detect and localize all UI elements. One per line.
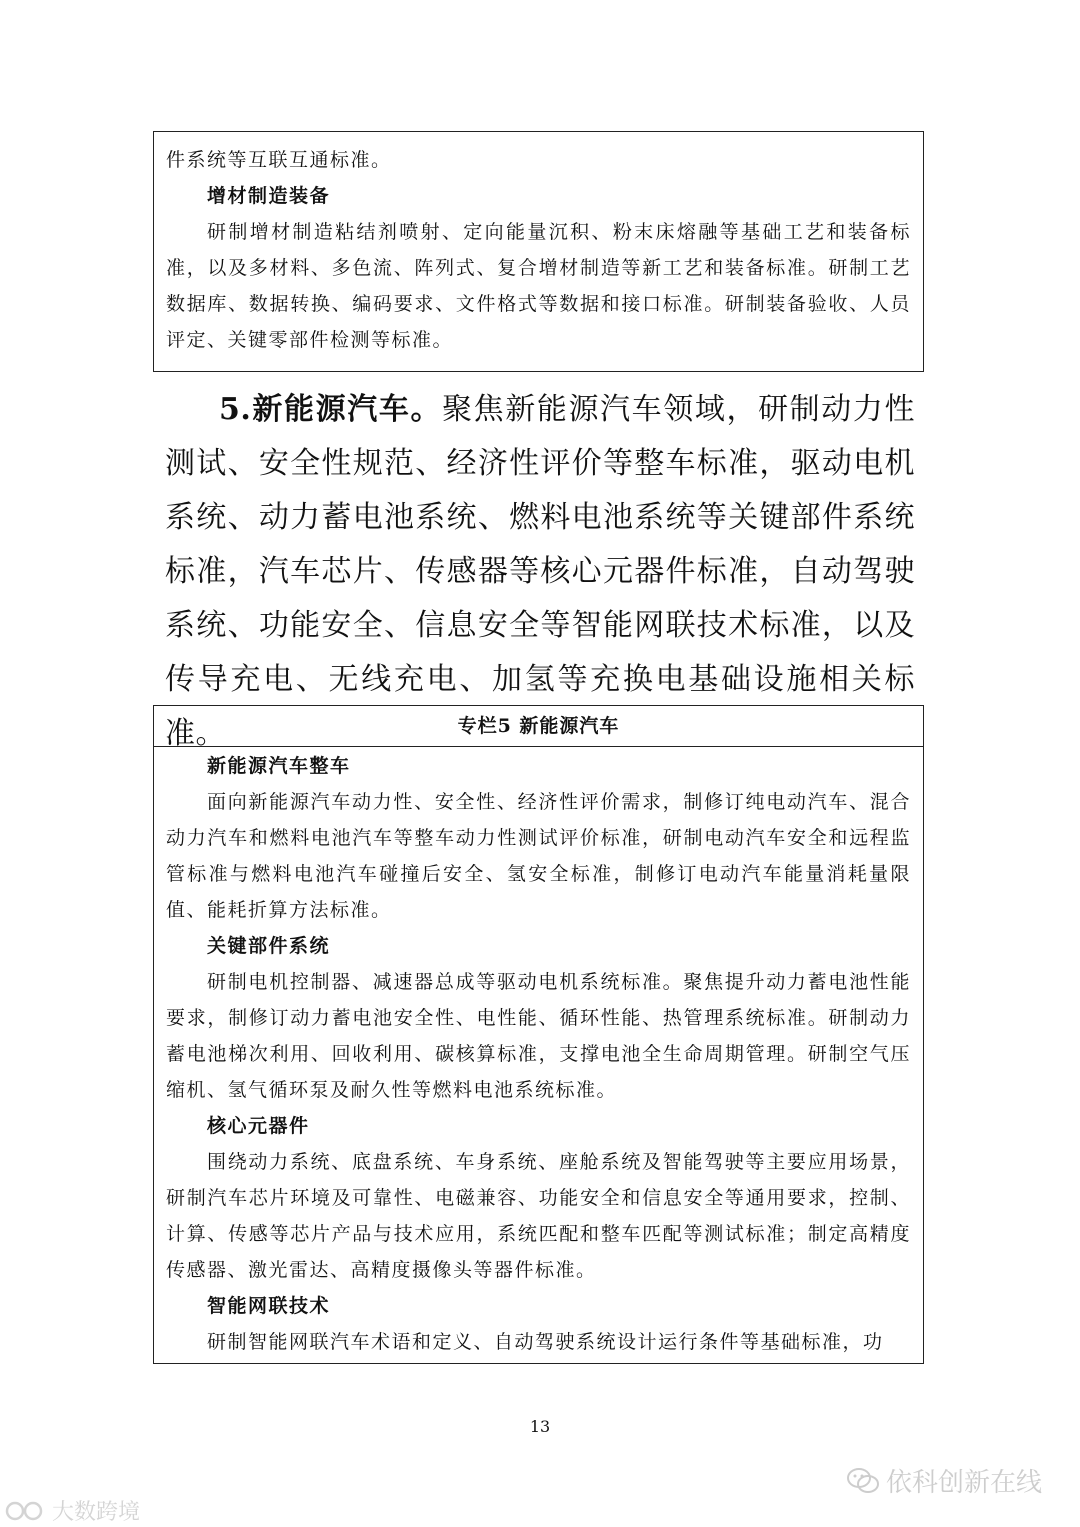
column-subheading: 智能网联技术 (207, 1295, 331, 1317)
section-heading: 5.新能源汽车。 (219, 392, 443, 427)
watermark-right-text: 依科创新在线 (885, 1468, 1042, 1498)
brand-logo-icon (4, 1500, 48, 1522)
column-box (153, 705, 924, 1364)
box1-line: 件系统等互联互通标准。 (166, 149, 392, 171)
page-number: 13 (529, 1417, 551, 1436)
section-text: 聚焦新能源汽车领域，研制动力性测试、安全性规范、经济性评价等整车标准，驱动电机系统、动力蓄电池系统、燃料电池系统等关键部件系统标准，汽车芯片、传感器等核心元器件标准，自动驾驶系统、功能安全、信息安全等智能网联技术标准，以及传导充电、无线充电、加氢等充换电基础设施相关标准。 (165, 392, 915, 751)
column-paragraph: 研制电机控制器、减速器总成等驱动电机系统标准。聚焦提升动力蓄电池性能要求，制修订动力蓄电池安全性、电性能、循环性能、热管理系统标准。研制动力蓄电池梯次利用、回收利用、碳核算标准，支撑电池全生命周期管理。研制空气压缩机、氢气循环泵及耐久性等燃料电池系统标准。 (166, 971, 911, 1101)
column-paragraph: 研制智能网联汽车术语和定义、自动驾驶系统设计运行条件等基础标准，功 (207, 1331, 884, 1353)
watermark-left-text: 大数跨境 (52, 1500, 141, 1525)
column-subheading: 关键部件系统 (207, 935, 331, 957)
column-paragraph: 面向新能源汽车动力性、安全性、经济性评价需求，制修订纯电动汽车、混合动力汽车和燃料电池汽车等整车动力性测试评价标准，研制电动汽车安全和远程监管标准与燃料电池汽车碰撞后安全、氢安全标准，制修订电动汽车能量消耗量限值、能耗折算方法标准。 (166, 791, 911, 921)
column-subheading: 核心元器件 (207, 1115, 310, 1137)
watermark-left (4, 1495, 140, 1526)
column-subheading: 新能源汽车整车 (207, 755, 351, 777)
column-body (154, 747, 923, 1360)
box1-paragraph: 研制增材制造粘结剂喷射、定向能量沉积、粉末床熔融等基础工艺和装备标准，以及多材料、多色流、阵列式、复合增材制造等新工艺和装备标准。研制工艺数据库、数据转换、编码要求、文件格式等数据和接口标准。研制装备验收、人员评定、关键零部件检测等标准。 (166, 221, 911, 351)
box-continued (153, 131, 924, 372)
wechat-icon (846, 1467, 880, 1495)
column-title: 专栏5 新能源汽车 (154, 706, 923, 747)
box1-subheading: 增材制造装备 (207, 185, 331, 207)
watermark-right (846, 1462, 1042, 1499)
column-paragraph: 围绕动力系统、底盘系统、车身系统、座舱系统及智能驾驶等主要应用场景，研制汽车芯片环境及可靠性、电磁兼容、功能安全和信息安全等通用要求，控制、计算、传感等芯片产品与技术应用，系统匹配和整车匹配等测试标准；制定高精度传感器、激光雷达、高精度摄像头等器件标准。 (166, 1151, 911, 1281)
